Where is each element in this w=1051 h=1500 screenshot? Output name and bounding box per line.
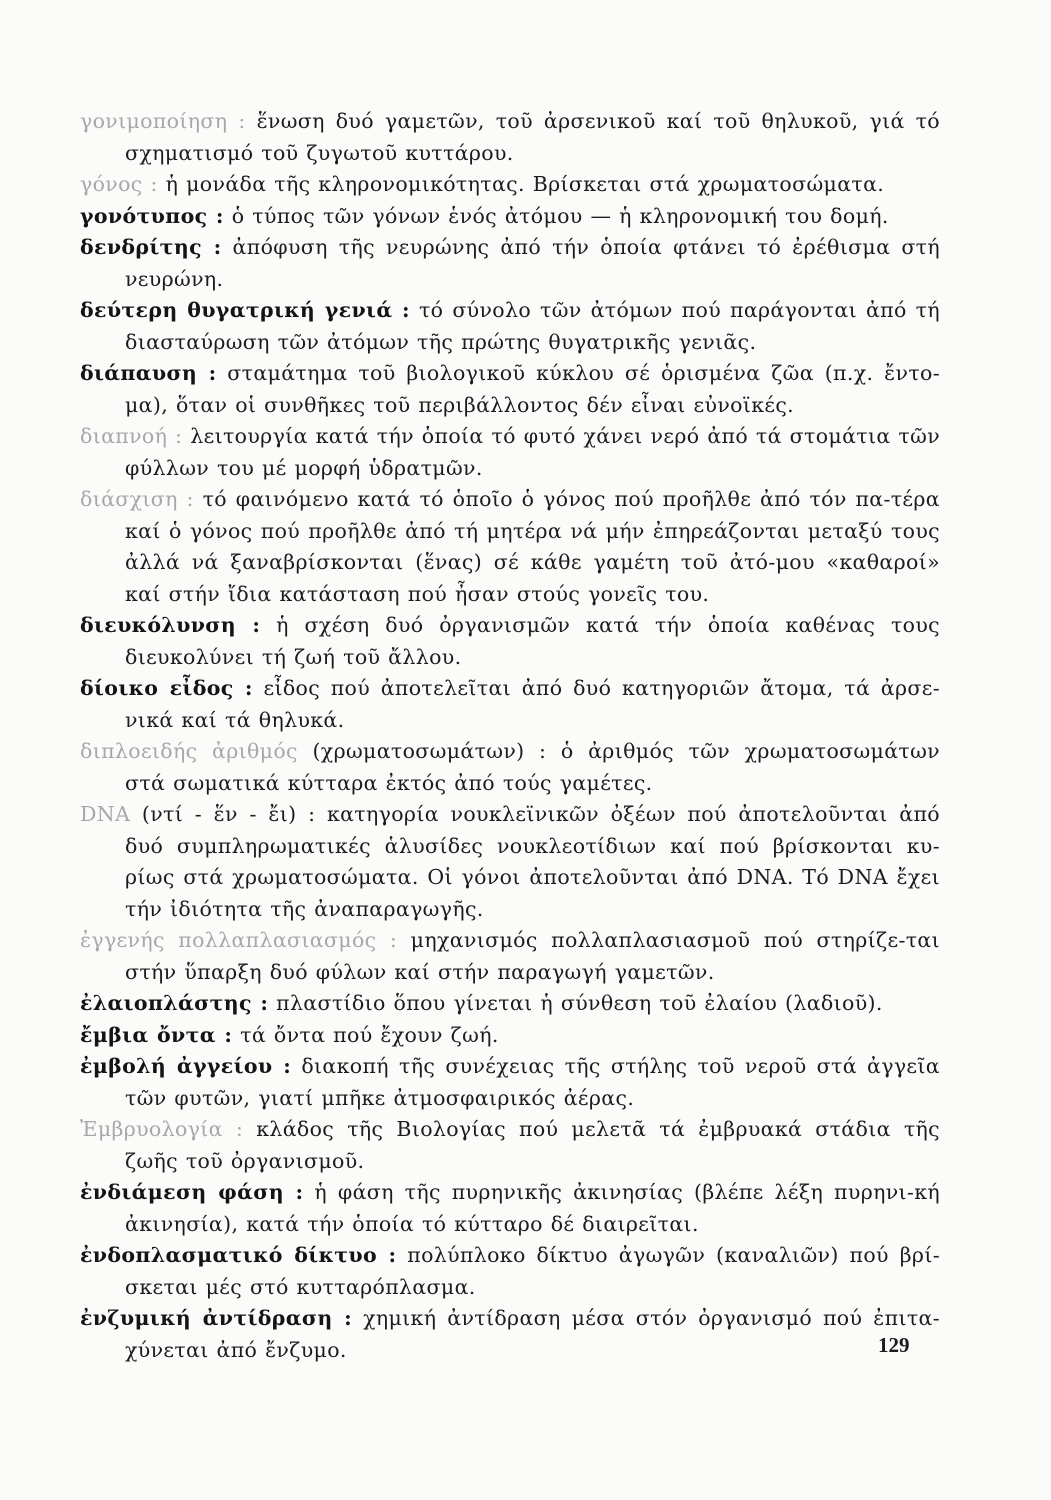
glossary-entry [80, 673, 940, 736]
glossary-definition: τό φαινόμενο κατά τό ὁποῖο ὁ γόνος πού προῆλθε ἀπό τόν πα-τέρα καί ὁ γόνος πού προῆλθε ἀπό τή μητέρα νά μήν ἐπηρεάζονται μεταξύ τους ἀλλά νά ξαναβρίσκονται (ἕνας) σέ κάθε γαμέτη τοῦ ἀτό-μου «καθαροί» καί στήν ἴδια κατάσταση πού ἦσαν στούς γονεῖς του. [125, 487, 940, 606]
glossary-term: ἐνδιάμεση φάση : [80, 1180, 304, 1204]
glossary-term: ἔμβια ὄντα : [80, 1022, 233, 1047]
glossary-definition: πλαστίδιο ὅπου γίνεται ἡ σύνθεση τοῦ ἐλαίου (λαδιοῦ). [276, 991, 883, 1015]
glossary-term: δεύτερη θυγατρική γενιά : [80, 298, 410, 322]
glossary-entry [80, 201, 940, 233]
glossary-term: γονιμοποίηση : [80, 109, 246, 133]
glossary-definition: τά ὄντα πού ἔχουν ζωή. [240, 1022, 499, 1047]
glossary-definition: ἡ μονάδα τῆς κληρονομικότητας. Βρίσκεται στά χρωματοσώματα. [165, 172, 885, 196]
glossary-entry [80, 988, 940, 1020]
glossary-term: διπλοειδής ἀριθμός [80, 739, 298, 763]
glossary-definition: ἀπόφυση τῆς νευρώνης ἀπό τήν ὁποία φτάνει τό ἐρέθισμα στή νευρώνη. [125, 235, 940, 291]
glossary-definition: μηχανισμός πολλαπλασιασμοῦ πού στηρίζε-ται στήν ὕπαρξη δυό φύλων καί στήν παραγωγή γαμετῶν. [125, 928, 940, 984]
glossary-definition: εἶδος πού ἀποτελεῖται ἀπό δυό κατηγοριῶν ἄτομα, τά ἀρσε-νικά καί τά θηλυκά. [125, 676, 940, 732]
glossary-term: γόνος : [80, 172, 158, 196]
glossary-term: ἐνδοπλασματικό δίκτυο : [80, 1243, 397, 1267]
glossary-entry [80, 610, 940, 673]
glossary-term: ἐλαιοπλάστης : [80, 991, 269, 1015]
glossary-entry [80, 736, 940, 799]
glossary-definition: τό σύνολο τῶν ἀτόμων πού παράγονται ἀπό τή διασταύρωση τῶν ἀτόμων τῆς πρώτης θυγατρικῆς γενιᾶς. [125, 298, 940, 354]
glossary-entry [80, 169, 940, 201]
glossary-term: Ἐμβρυολογία : [80, 1117, 244, 1141]
glossary-definition: διακοπή τῆς συνέχειας τῆς στήλης τοῦ νεροῦ στά ἀγγεῖα τῶν φυτῶν, γιατί μπῆκε ἀτμοσφαιρικός ἀέρας. [125, 1054, 940, 1110]
glossary-definition: (χρωματοσωμάτων) : ὁ ἀριθμός τῶν χρωματοσωμάτων στά σωματικά κύτταρα ἐκτός ἀπό τούς γαμέτες. [125, 739, 940, 795]
glossary-entry [80, 1177, 940, 1240]
glossary-term: διάσχιση : [80, 487, 194, 511]
glossary-term: ἐνζυμική ἀντίδραση : [80, 1306, 353, 1330]
glossary-term: δίοικο εἶδος : [80, 676, 253, 700]
glossary-term: ἐγγενής πολλαπλασιασμός : [80, 928, 398, 952]
glossary-entry [80, 358, 940, 421]
glossary-term: διάπαυση : [80, 361, 217, 385]
glossary-entry [80, 1240, 940, 1303]
glossary-definition: ὁ τύπος τῶν γόνων ἑνός ἀτόμου — ἡ κληρονομική του δομή. [231, 203, 889, 228]
page-number: 129 [878, 1333, 910, 1357]
glossary-definition: χημική ἀντίδραση μέσα στόν ὀργανισμό πού ἐπιτα-χύνεται ἀπό ἔνζυμο. [125, 1306, 940, 1362]
glossary-entry [80, 1051, 940, 1114]
glossary-definition: πολύπλοκο δίκτυο ἀγωγῶν (καναλιῶν) πού βρί-σκεται μές στό κυτταρόπλασμα. [125, 1243, 940, 1299]
glossary-definition: λειτουργία κατά τήν ὁποία τό φυτό χάνει νερό ἀπό τά στομάτια τῶν φύλλων του μέ μορφή ὑδρατμῶν. [125, 424, 941, 480]
glossary-definition: κλάδος τῆς Βιολογίας πού μελετᾶ τά ἐμβρυακά στάδια τῆς ζωῆς τοῦ ὀργανισμοῦ. [125, 1117, 940, 1173]
glossary-term: διευκόλυνση : [80, 613, 261, 637]
glossary-entry [80, 106, 940, 169]
glossary-definition: σταμάτημα τοῦ βιολογικοῦ κύκλου σέ ὁρισμένα ζῶα (π.χ. ἔντο-μα), ὅταν οἱ συνθῆκες τοῦ περιβάλλοντος δέν εἶναι εὐνοϊκές. [125, 361, 940, 417]
glossary-term: διαπνοή : [80, 424, 183, 448]
glossary-term: ἐμβολή ἀγγείου : [80, 1054, 292, 1078]
glossary-term: δενδρίτης : [80, 235, 222, 259]
glossary-entry [80, 484, 940, 610]
glossary-entry [80, 925, 940, 988]
glossary-list [80, 106, 940, 1366]
glossary-definition: (ντί - ἕν - ἔι) : κατηγορία νουκλεϊνικῶν ὀξέων πού ἀποτελοῦνται ἀπό δυό συμπληρωματικές ἁλυσίδες νουκλεοτίδιων καί πού βρίσκονται κυ-ρίως στά χρωματοσώματα. Οἱ γόνοι ἀποτελοῦνται ἀπό DNA. Τό DNA ἔχει τήν ἰδιότητα τῆς ἀναπαραγωγῆς. [125, 802, 940, 921]
glossary-term: DNA [80, 802, 131, 826]
glossary-entry [80, 232, 940, 295]
glossary-entry [80, 421, 940, 484]
glossary-term: γονότυπος : [80, 203, 224, 228]
glossary-entry [80, 295, 940, 358]
glossary-entry [80, 799, 940, 925]
glossary-definition: ἡ σχέση δυό ὀργανισμῶν κατά τήν ὁποία καθένας τους διευκολύνει τή ζωή τοῦ ἄλλου. [125, 613, 941, 669]
glossary-definition: ἕνωση δυό γαμετῶν, τοῦ ἀρσενικοῦ καί τοῦ θηλυκοῦ, γιά τό σχηματισμό τοῦ ζυγωτοῦ κυττάρου. [125, 109, 940, 165]
glossary-entry [80, 1020, 940, 1052]
glossary-definition: ἡ φάση τῆς πυρηνικῆς ἀκινησίας (βλέπε λέξη πυρηνι-κή ἀκινησία), κατά τήν ὁποία τό κύτταρο δέ διαιρεῖται. [125, 1180, 940, 1236]
glossary-entry [80, 1114, 940, 1177]
glossary-entry [80, 1303, 940, 1366]
